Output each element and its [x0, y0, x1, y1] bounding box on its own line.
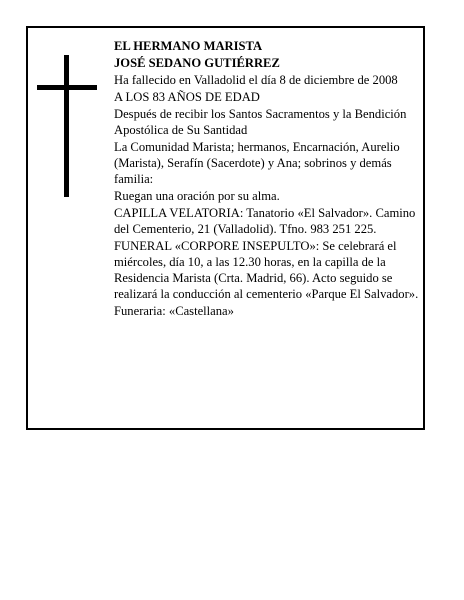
deceased-title: EL HERMANO MARISTA — [114, 39, 263, 53]
death-date: Ha fallecido en Valladolid el día 8 de diciembre de 2008 — [114, 73, 398, 87]
sacraments-note: Después de recibir los Santos Sacramentos y la Bendición Apostólica de Su Santidad — [114, 107, 407, 137]
age-at-death: A LOS 83 AÑOS DE EDAD — [114, 90, 260, 104]
obituary-text — [114, 38, 420, 320]
deceased-name: JOSÉ SEDANO GUTIÉRREZ — [114, 56, 280, 70]
funeral-info: FUNERAL «CORPORE INSEPULTO»: Se celebrará el miércoles, día 10, a las 12.30 horas, en la capilla de la Residencia Marista (Crta. Madrid, 66). Acto seguido se realizará la conducción al cementerio «Parque El Salvador». — [114, 239, 419, 301]
chapel-info: CAPILLA VELATORIA: Tanatorio «El Salvador». Camino del Cementerio, 21 (Valladolid). Tfno. 983 251 225. — [114, 206, 416, 236]
family-list: La Comunidad Marista; hermanos, Encarnación, Aurelio (Marista), Serafín (Sacerdote) y Ana; sobrinos y demás familia: — [114, 140, 400, 186]
cross-horizontal-bar — [37, 85, 97, 90]
funeral-home: Funeraria: «Castellana» — [114, 304, 234, 318]
cross-vertical-bar — [64, 55, 69, 197]
prayer-request: Ruegan una oración por su alma. — [114, 189, 280, 203]
cross-icon — [37, 55, 97, 197]
